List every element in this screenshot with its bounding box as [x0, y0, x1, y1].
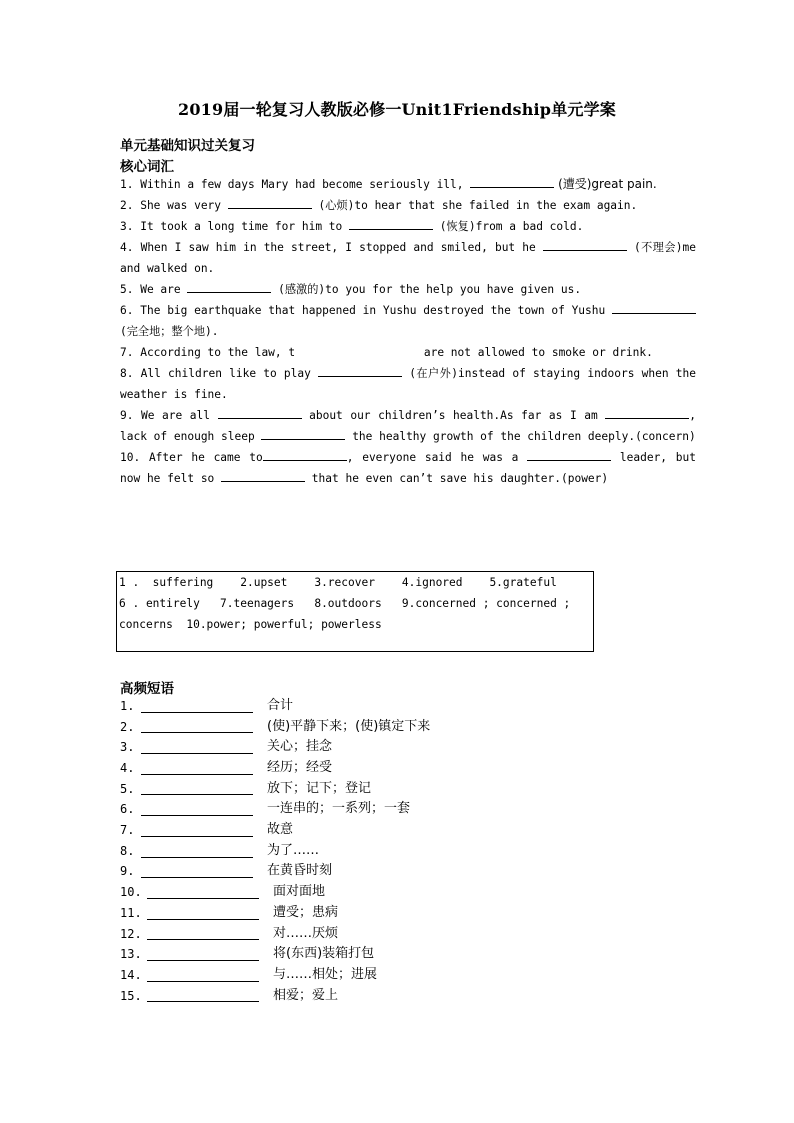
phrase-number: 15.	[120, 988, 142, 1003]
question-1	[120, 174, 696, 195]
answer-blank	[527, 448, 611, 461]
phrase-number: 4.	[120, 761, 135, 776]
question-text: (在户外)instead of staying indoors when the weather is fine.	[120, 367, 696, 401]
vocab-heading: 核心词汇	[120, 159, 174, 175]
question-2	[120, 195, 696, 216]
answer-blank	[470, 175, 554, 188]
question-text: , lack of enough sleep	[120, 409, 696, 443]
question-text: , everyone said he was a	[346, 451, 528, 464]
phrase-item	[120, 965, 620, 986]
question-4	[120, 237, 696, 279]
answer-blank	[349, 217, 433, 230]
phrases-list	[120, 696, 620, 1006]
question-8	[120, 363, 696, 405]
question-text: 2. She was very	[120, 199, 228, 212]
question-text: 7. According to the law, t	[120, 346, 296, 359]
question-5	[120, 279, 696, 300]
question-6	[120, 300, 696, 342]
phrase-blank	[141, 843, 253, 858]
question-3	[120, 216, 696, 237]
phrase-item	[120, 799, 620, 820]
phrase-meaning: 经历；经受	[267, 760, 333, 776]
answer-key-box	[116, 571, 594, 652]
phrase-meaning: 为了……	[267, 842, 320, 858]
phrase-number: 13.	[120, 947, 142, 962]
phrase-meaning: 与……相处；进展	[273, 966, 378, 982]
question-text: 4. When I saw him in the street, I stopped and smiled, but he	[120, 241, 543, 254]
question-text: 3. It took a long time for him to	[120, 220, 350, 233]
phrase-number: 9.	[120, 864, 135, 879]
answer-line: 6 . entirely 7.teenagers 8.outdoors 9.concerned ; concerned ;	[119, 597, 571, 610]
phrase-item	[120, 758, 620, 779]
phrase-blank	[141, 698, 253, 713]
question-text: about our children’s health.As far as I am	[301, 409, 606, 422]
question-text: (心烦)to hear that she failed in the exam again.	[311, 199, 638, 212]
phrase-meaning: 遭受；患病	[273, 904, 339, 920]
phrases-heading: 高频短语	[120, 681, 174, 697]
phrase-meaning: 面对面地	[273, 884, 326, 900]
phrase-item	[120, 696, 620, 717]
phrase-meaning: 关心；挂念	[267, 739, 333, 755]
phrase-number: 2.	[120, 719, 135, 734]
section-heading: 单元基础知识过关复习	[120, 138, 255, 154]
question-text: 6. The big earthquake that happened in Yushu destroyed the town of Yushu	[120, 304, 612, 317]
phrase-number: 6.	[120, 802, 135, 817]
phrase-item	[120, 820, 620, 841]
phrase-blank	[147, 905, 259, 920]
answer-line: concerns 10.power; powerful; powerless	[119, 618, 382, 631]
phrase-meaning: 对……厌烦	[273, 925, 339, 941]
phrase-blank	[147, 987, 259, 1002]
phrase-item	[120, 862, 620, 883]
phrase-blank	[147, 884, 259, 899]
answer-blank	[605, 406, 689, 419]
question-text: 9. We are all	[120, 409, 218, 422]
question-text: (感激的)to you for the help you have given us.	[271, 283, 582, 296]
phrase-number: 5.	[120, 781, 135, 796]
phrase-number: 10.	[120, 885, 142, 900]
phrase-item	[120, 924, 620, 945]
question-text: (完全地；整个地).	[120, 325, 219, 338]
phrase-number: 14.	[120, 967, 142, 982]
answer-blank	[263, 448, 347, 461]
phrase-number: 1.	[120, 698, 135, 713]
answer-blank	[187, 280, 271, 293]
question-7	[120, 342, 696, 363]
phrase-item	[120, 737, 620, 758]
question-text: (不理会)me and walked on.	[120, 241, 696, 275]
phrase-blank	[141, 863, 253, 878]
phrase-number: 8.	[120, 843, 135, 858]
phrase-blank	[147, 946, 259, 961]
vocab-questions	[120, 174, 696, 489]
phrase-meaning: 合计	[267, 697, 294, 713]
phrase-blank	[141, 739, 253, 754]
answer-blank	[612, 301, 696, 314]
phrase-meaning: 将(东西)装箱打包	[273, 946, 375, 962]
page-title: 2019届一轮复习人教版必修一Unit1Friendship单元学案	[177, 100, 616, 119]
phrase-blank	[141, 822, 253, 837]
question-text: 1. Within a few days Mary had become seriously ill,	[120, 178, 471, 191]
question-text: the healthy growth of the children deeply.(concern)	[345, 430, 696, 443]
answer-blank	[228, 196, 312, 209]
answer-blank	[221, 469, 305, 482]
phrase-item	[120, 903, 620, 924]
phrase-meaning: 放下；记下；登记	[267, 780, 372, 796]
phrase-number: 7.	[120, 823, 135, 838]
phrase-number: 3.	[120, 740, 135, 755]
phrase-number: 12.	[120, 926, 142, 941]
answer-blank	[218, 406, 302, 419]
answer-blank	[318, 364, 402, 377]
phrase-meaning: 一连串的；一系列；一套	[267, 801, 411, 817]
question-text: 10. After he came to	[120, 451, 263, 464]
phrase-blank	[141, 780, 253, 795]
phrase-meaning: 在黄昏时刻	[267, 863, 333, 879]
answer-blank	[261, 427, 345, 440]
question-text: that he even can’t save his daughter.(power)	[305, 472, 609, 485]
question-text: leader, but now he felt so	[120, 451, 696, 485]
phrase-item	[120, 779, 620, 800]
question-text: 8. All children like to play	[120, 367, 319, 380]
phrase-item	[120, 944, 620, 965]
phrase-item	[120, 841, 620, 862]
phrase-meaning: (使)平静下来；(使)镇定下来	[267, 718, 431, 734]
answer-line: 1 . suffering 2.upset 3.recover 4.ignored 5.grateful	[119, 576, 557, 589]
phrase-number: 11.	[120, 905, 142, 920]
phrase-blank	[147, 967, 259, 982]
phrase-blank	[141, 718, 253, 733]
phrase-item	[120, 717, 620, 738]
phrase-meaning: 相爱；爱上	[273, 987, 339, 1003]
question-9	[120, 405, 696, 447]
question-10	[120, 447, 696, 489]
phrase-item	[120, 986, 620, 1007]
phrase-item	[120, 882, 620, 903]
question-text: are not allowed to smoke or drink.	[417, 346, 653, 359]
phrase-blank	[141, 760, 253, 775]
answer-blank	[543, 238, 627, 251]
phrase-blank	[141, 801, 253, 816]
phrase-blank	[147, 925, 259, 940]
question-text: (遭受)great pain.	[554, 177, 657, 191]
phrase-meaning: 故意	[267, 822, 294, 838]
question-text: (恢复)from a bad cold.	[433, 220, 584, 233]
question-text: 5. We are	[120, 283, 188, 296]
